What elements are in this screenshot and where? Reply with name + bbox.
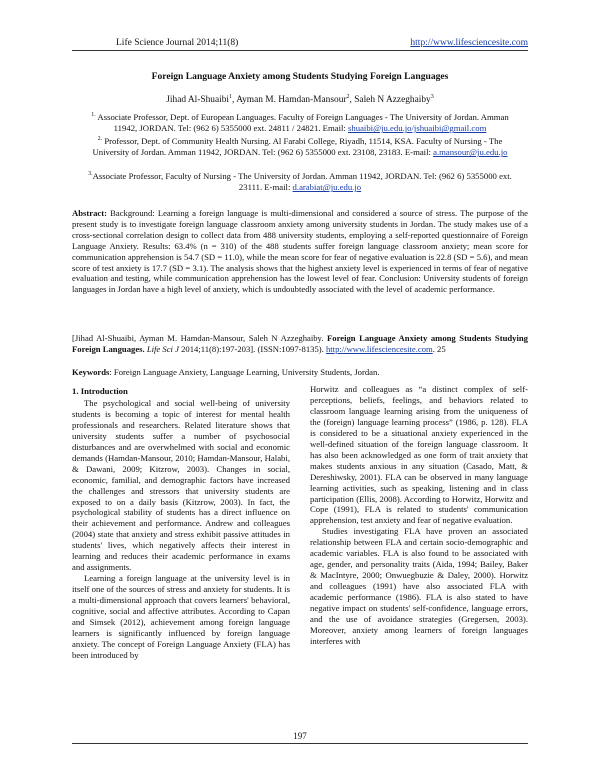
journal-name: Life Science Journal 2014;11(8) [116, 38, 239, 48]
running-header [72, 37, 528, 51]
citation-journal: Life Sci J [144, 343, 179, 354]
affiliation-1-mark: 1. [91, 112, 96, 119]
journal-url-link[interactable]: http://www.lifesciencesite.com [410, 38, 528, 48]
affiliation-3-mark: 3. [88, 171, 93, 178]
citation-title: Foreign Language Anxiety among Students Studying Foreign Languages. [72, 333, 528, 354]
footer-rule [72, 743, 528, 744]
abstract [72, 208, 528, 295]
citation-authors: [Jihad Al-Shuaibi, Ayman M. Hamdan-Mansour, Saleh N Azzeghaiby. [72, 333, 327, 343]
keywords [72, 367, 528, 378]
keywords-label: Keywords [72, 367, 110, 377]
affiliation-3-email-link[interactable]: d.arabiat@ju.edu.jo [292, 182, 362, 193]
citation-end: . 25 [432, 343, 446, 354]
affiliation-1-email-link[interactable]: shuaibi@ju.edu.jo/jshuaibi@gmail.com [348, 123, 487, 134]
affiliation-2 [88, 136, 512, 158]
author-2-mark: 2 [346, 93, 350, 100]
affiliation-1-text: Associate Professor, Dept. of European Languages. Faculty of Foreign Languages - The University of Jordan. Amman 11942, JORDAN. Tel: (962 6) 5355000 ext. 24811 / 24821. Email: [95, 112, 509, 134]
page-number: 197 [293, 731, 307, 741]
affiliation-3 [88, 171, 512, 193]
citation-details: 2014;11(8):197-203]. (ISSN:1097-8135). [178, 343, 326, 354]
affiliation-3-text: Associate Professor, Faculty of Nursing - The University of Jordan. Amman 11942, JORDAN. Tel: (962 6) 5355000 ext. 23111. E-mail: [92, 171, 512, 193]
left-column [72, 386, 290, 661]
author-3-mark: 3 [430, 93, 434, 100]
author-3: Saleh N Azzeghaiby [354, 95, 431, 105]
citation-url-link[interactable]: http://www.lifesciencesite.com [325, 343, 433, 354]
keywords-text: : Foreign Language Anxiety, Language Learning, University Students, Jordan. [109, 367, 380, 377]
intro-paragraph-2: Learning a foreign language at the university level is in itself one of the sources of stress and anxiety for students. It is a multi-dimensional approach that covers learners' behavioral, cognitive, social and affective attributes. According to Capan and Simsek (2012), achievement among foreign language learners is significantly influenced by foreign language anxiety. The concept of Foreign Language Anxiety (FLA) has been introduced by [72, 573, 290, 660]
intro-paragraph-4: Studies investigating FLA have proven an associated relationship between FLA and certain socio-demographic and academic variables. FLA is also found to be associated with age, gender, and personality traits (Aida, 1994; Bailey, Baker & MacIntyre, 2000; Onwuegbuzie & Daley, 2000). Horwitz and colleagues (1991) have also associated FLA with academic performance (1986). FLA is also stated to have negative impact on students' self-confidence, language errors, and the use of avoidance strategies (Gregersen, 2003). Moreover, anxiety among learners of foreign languages interferes with [310, 526, 528, 646]
affiliation-2-mark: 2. [97, 136, 103, 143]
abstract-text: Background: Learning a foreign language is multi-dimensional and considered a source of stress. The purpose of the present study is to investigate foreign language classroom anxiety among university students in Jordan. The study makes use of a cross-sectional correlation design to collect data from 488 university students, employing a self-reported questionnaire of Foreign Language Anxiety. Results: 63.4% (n = 310) of the 488 students suffer foreign language classroom anxiety; mean score for communication apprehension is 54.7 (SD = 11.0), while the mean score for fear of negative evaluation is 22.8 (SD = 5.6), and mean score of test anxiety is 17.7 (SD = 3.1). The analysis shows that the highest anxiety level is experienced in terms of fear of negative evaluation and testing, while communication apprehension has the lowest level of fear. Conclusion: University students of foreign languages in Jordan have a high level of anxiety, which is undoubtedly associated with the level of academic performance. [72, 208, 528, 295]
section-heading-introduction: 1. Introduction [72, 386, 128, 396]
right-column [310, 384, 528, 647]
intro-paragraph-3: Horwitz and colleagues as “a distinct complex of self-perceptions, beliefs, feelings, and behaviors related to classroom language learning arising from the uniqueness of the (foreign) language learning process” (1986, p. 128). FLA is considered to be a situational anxiety experienced in the well-defined situation of the foreign language classroom. It has also been acknowledged as one form of trait anxiety that makes students anxious in any situation (Casado, Matt, & Dereshiwsky, 2001). FLA can be observed in many language learning activities, such as speaking, listening and in class participation (Ellis, 2008). According to Horwitz, Horwitz and Cope (1991), FLA is related to students' communication apprehension, test anxiety and fear of negative evaluation. [310, 384, 528, 526]
intro-paragraph-1: The psychological and social well-being of university students is becoming a topic of interest for mental health professionals and researchers. Related literature shows that university students suffer a number of psychosocial disturbances and are overwhelmed with social and economic demands (Hamdan-Mansour, 2010; Hamdan-Mansour, Halabi, & Dawani, 2009; Kitzrow, 2003). Changes in social, economic, familial, and demographic factors have increased the challenges and stressors that university students are exposed to on a daily basis (Kitzrow, 2003). In fact, the psychological stability of students has a direct influence on their achievement and performance. Andrew and colleagues (2004) state that anxiety and stress exhibit passive attitudes in students' lives, which negatively affects their interest in learning and reduces their academic performance in exams and assignments. [72, 397, 290, 573]
author-2: Ayman M. Hamdan-Mansour [236, 95, 347, 105]
affiliation-2-text: Professor, Dept. of Community Health Nursing. Al Farabi College, Riyadh, 11514, KSA. Faculty of Nursing - The University of Jordan. Amman 11942, JORDAN. Tel: (962 6) 5355000 ext. 23108, 23183. E-mail: [92, 136, 503, 158]
header-rule [72, 50, 528, 51]
author-1-mark: 1 [229, 93, 233, 100]
abstract-label: Abstract: [72, 208, 107, 218]
citation [72, 333, 528, 355]
affiliation-1 [88, 112, 512, 134]
author-1: Jihad Al-Shuaibi [166, 95, 230, 105]
author-separator: , [349, 95, 355, 105]
author-separator: , [232, 95, 237, 105]
paper-title: Foreign Language Anxiety among Students Studying Foreign Languages [151, 71, 449, 82]
affiliation-2-email-link[interactable]: a.mansour@ju.edu.jo [433, 147, 508, 158]
author-line [72, 94, 528, 106]
